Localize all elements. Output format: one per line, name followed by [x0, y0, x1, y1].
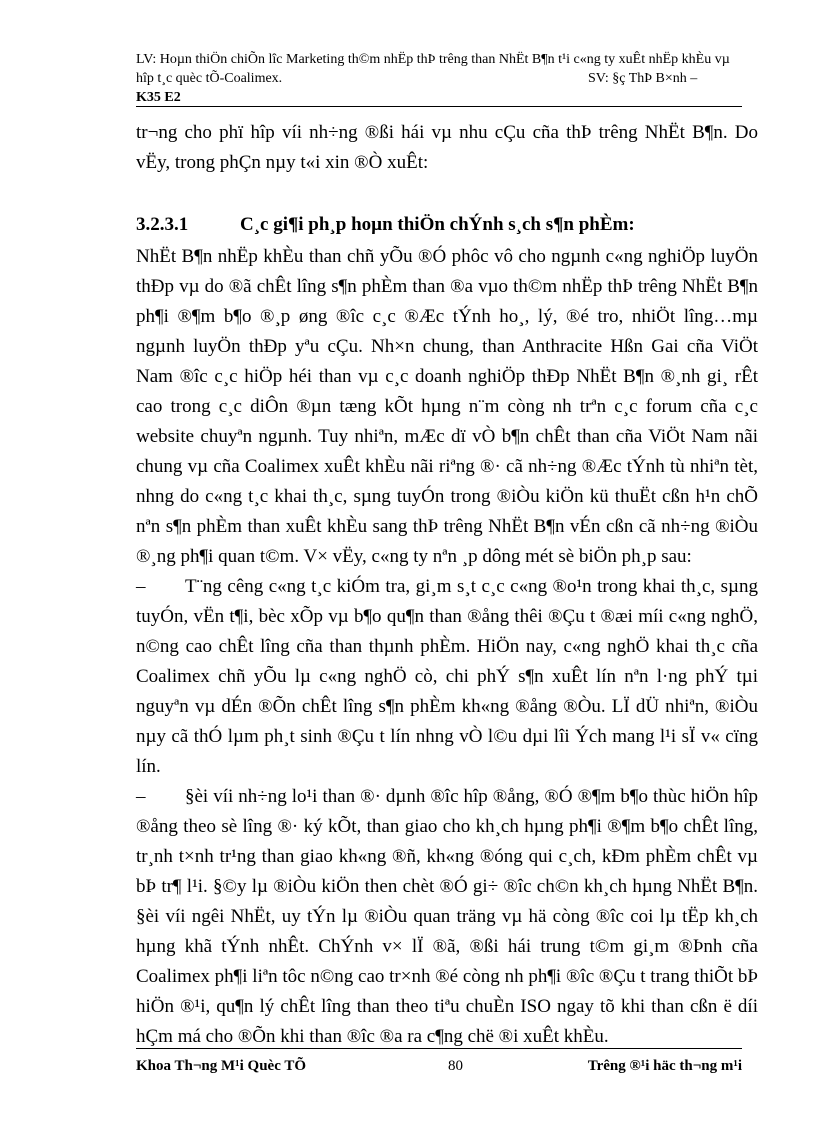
bullet-dash: – [136, 786, 146, 807]
section-title: C¸c gi¶i ph¸p hoµn thiÖn chÝnh s¸ch s¶n phÈm: [240, 214, 635, 235]
bullet-text: T¨ng cêng c«ng t¸c kiÓm tra, gi¸m s¸t c¸c c«ng ®o¹n trong khai th¸c, sµng tuyÓn, vËn t¶i, bèc xÕp vµ b¶o qu¶n than ®ång thêi ®Çu t ®æi míi c«ng nghÖ, n©ng cao chÊt lîng cña than thµnh phÈm. HiÖn nay, c«ng nghÖ khai th¸c cña Coalimex chñ yÕu lµ c«ng nghÖ cò, chi phÝ s¶n xuÊt lín nªn l·ng phÝ tµi nguyªn vµ dÉn ®Õn chÊt lîng s¶n phÈm kh«ng ®ång ®Òu. LÏ dÜ nhiªn, ®iÒu nµy cã thÓ lµm ph¸t sinh ®Çu t lín nhng vÒ l©u dµi lîi Ých mang l¹i sÏ v« cïng lín. [136, 576, 758, 777]
bullet-item [136, 572, 758, 782]
footer-divider [136, 1048, 742, 1049]
section-number: 3.2.3.1 [136, 214, 189, 235]
bullet-dash: – [136, 576, 146, 597]
student-class: K35 E2 [136, 90, 181, 105]
student-name: SV: §ç ThÞ B×nh – [588, 71, 698, 86]
page-number: 80 [448, 1058, 463, 1074]
page-header [136, 50, 742, 107]
header-divider [136, 106, 742, 107]
section-heading [136, 210, 758, 240]
page-body [136, 118, 758, 1052]
main-paragraph: NhËt B¶n nhËp khÈu than chñ yÕu ®Ó phôc vô cho ngµnh c«ng nghiÖp luyÖn thÐp vµ do ®ã chÊt lîng s¶n phÈm than ®a vµo th©m nhËp thÞ trêng NhËt B¶n ph¶i ®¶m b¶o ®¸p øng ®îc c¸c ®Æc tÝnh ho¸, lý, ®é tro, nhiÖt lîng…mµ ngµnh luyÖn thÐp yªu cÇu. Nh×n chung, than Anthracite Hßn Gai cña ViÖt Nam ®îc c¸c hiÖp héi than vµ c¸c doanh nghiÖp thÐp NhËt B¶n ®¸nh gi¸ rÊt cao trong c¸c diÔn ®µn tæng kÕt hµng n¨m còng nh trªn c¸c forum cña c¸c website chuyªn ngµnh. Tuy nhiªn, mÆc dï vÒ b¶n chÊt than cña ViÖt Nam nãi chung vµ cña Coalimex xuÊt khÈu nãi riªng ®· cã nh÷ng ®Æc tÝnh tù nhiªn tèt, nhng do c«ng t¸c khai th¸c, sµng tuyÓn trong ®iÒu kiÖn kü thuËt cßn h¹n chÕ nªn s¶n phÈm than xuÊt khÈu sang thÞ trêng NhËt B¶n vÉn cßn cã nh÷ng ®iÒu ®¸ng ph¶i quan t©m. V× vËy, c«ng ty nªn ¸p dông mét sè biÖn ph¸p sau: [136, 246, 758, 567]
footer-faculty: Khoa Th¬ng M¹i Quèc TÕ [136, 1058, 307, 1074]
footer-university: Trêng ®¹i häc th¬ng m¹i [587, 1058, 742, 1074]
thesis-title: LV: Hoµn thiÖn chiÕn lîc Marketing th©m nhËp thÞ trêng than NhËt B¶n t¹i c«ng ty xuÊt nhËp khÈu vµ hîp t¸c quèc tÕ-Coalimex. [136, 52, 730, 86]
bullet-text: §èi víi nh÷ng lo¹i than ®· dµnh ®îc hîp ®ång, ®Ó ®¶m b¶o thùc hiÖn hîp ®ång theo sè lîng ®· ký kÕt, than giao cho kh¸ch hµng ph¶i ®¶m b¶o chÊt lîng, tr¸nh t×nh tr¹ng than giao kh«ng ®ñ, kh«ng ®óng qui c¸ch, kÐm phÈm chÊt vµ bÞ tr¶ l¹i. §©y lµ ®iÒu kiÖn then chèt ®Ó gi÷ ®îc ch©n kh¸ch hµng NhËt B¶n. §èi víi ngêi NhËt, uy tÝn lµ ®iÒu quan träng vµ hä còng ®îc coi lµ tËp kh¸ch hµng khã tÝnh nhÊt. ChÝnh v× lÏ ®ã, ®ßi hái trung t©m gi¸m ®Þnh cña Coalimex ph¶i liªn tôc n©ng cao tr×nh ®é còng nh ph¶i ®îc ®Çu t trang thiÕt bÞ hiÖn ®¹i, qu¶n lý chÊt lîng than theo tiªu chuÈn ISO ngay tõ khi than cßn ë díi hÇm má cho ®Õn khi than ®îc ®a ra c¶ng chë ®i xuÊt khÈu. [136, 786, 758, 1047]
intro-paragraph: tr¬ng cho phï hîp víi nh÷ng ®ßi hái vµ nhu cÇu cña thÞ trêng NhËt B¶n. Do vËy, trong phÇn nµy t«i xin ®Ò xuÊt: [136, 122, 758, 173]
bullet-item [136, 782, 758, 1052]
